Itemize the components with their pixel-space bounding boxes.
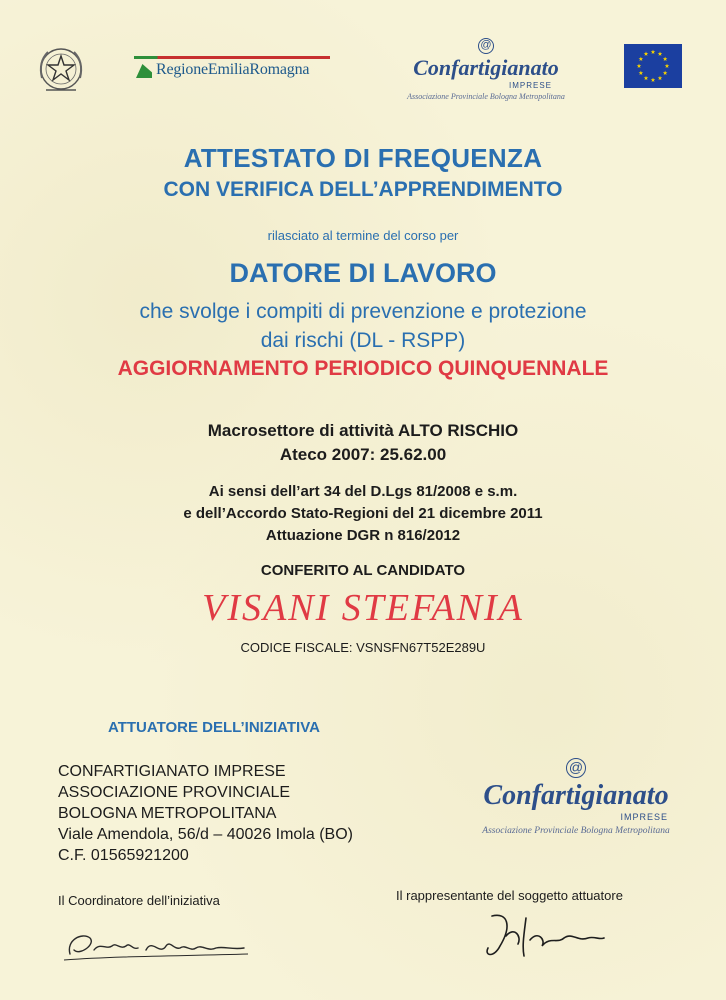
confartigianato-logo-bottom xyxy=(466,758,686,836)
address-line: Viale Amendola, 56/d – 40026 Imola (BO) xyxy=(58,826,353,843)
address-line: CONFARTIGIANATO IMPRESE xyxy=(58,763,286,780)
address-line: BOLOGNA METROPOLITANA xyxy=(58,805,277,822)
confartigianato-logo-name: Confartigianato xyxy=(413,55,559,80)
course-subtitle-line1: che svolge i compiti di prevenzione e protezione xyxy=(139,300,587,323)
course-type: AGGIORNAMENTO PERIODICO QUINQUENNALE xyxy=(117,357,609,380)
address-line: ASSOCIAZIONE PROVINCIALE xyxy=(58,784,291,801)
regione-emilia-romagna-logo xyxy=(134,56,330,84)
legal-line3: Attuazione DGR n 816/2012 xyxy=(265,527,461,544)
course-title: DATORE DI LAVORO xyxy=(229,258,497,288)
eu-flag-icon xyxy=(624,44,682,88)
legal-line1: Ai sensi dell’art 34 del D.Lgs 81/2008 e s.m. xyxy=(208,483,518,500)
certificate-title-line2: CON VERIFICA DELL’APPRENDIMENTO xyxy=(163,178,563,201)
at-symbol-icon: @ xyxy=(566,758,586,778)
issued-text: rilasciato al termine del corso per xyxy=(267,228,459,243)
coordinator-label: Il Coordinatore dell’iniziativa xyxy=(58,893,220,908)
confartigianato-logo-association: Associazione Provinciale Bologna Metropolitana xyxy=(407,92,565,101)
confartigianato-logo-imprese: IMPRESE xyxy=(620,812,668,822)
representative-label: Il rappresentante del soggetto attuatore xyxy=(396,888,623,903)
legal-line2: e dell’Accordo Stato-Regioni del 21 dicembre 2011 xyxy=(183,505,543,522)
representative-signature xyxy=(478,906,608,966)
sector-text: Macrosettore di attività ALTO RISCHIO xyxy=(207,421,519,440)
regione-logo-text: RegioneEmiliaRomagna xyxy=(156,61,310,78)
coordinator-signature xyxy=(60,920,250,966)
at-symbol-icon: @ xyxy=(478,38,494,54)
fiscal-code: CODICE FISCALE: VSNSFN67T52E289U xyxy=(240,640,486,655)
confartigianato-logo-top xyxy=(394,38,578,101)
confartigianato-logo-name: Confartigianato xyxy=(483,780,669,811)
attuatore-heading: ATTUATORE DELL’INIZIATIVA xyxy=(108,719,320,736)
address-line: C.F. 01565921200 xyxy=(58,847,189,864)
italian-republic-emblem-icon xyxy=(34,42,88,98)
candidate-name: VISANI STEFANIA xyxy=(202,587,524,629)
confartigianato-logo-imprese: IMPRESE xyxy=(508,81,552,90)
certificate-title-line1: ATTESTATO DI FREQUENZA xyxy=(183,143,543,173)
regione-logo-bar xyxy=(134,56,330,59)
conferred-label: CONFERITO AL CANDIDATO xyxy=(260,562,466,579)
ateco-code: Ateco 2007: 25.62.00 xyxy=(279,445,447,464)
course-subtitle-line2: dai rischi (DL - RSPP) xyxy=(260,329,466,352)
regione-logo-mark-icon xyxy=(136,64,152,78)
confartigianato-logo-association: Associazione Provinciale Bologna Metropolitana xyxy=(482,826,670,836)
